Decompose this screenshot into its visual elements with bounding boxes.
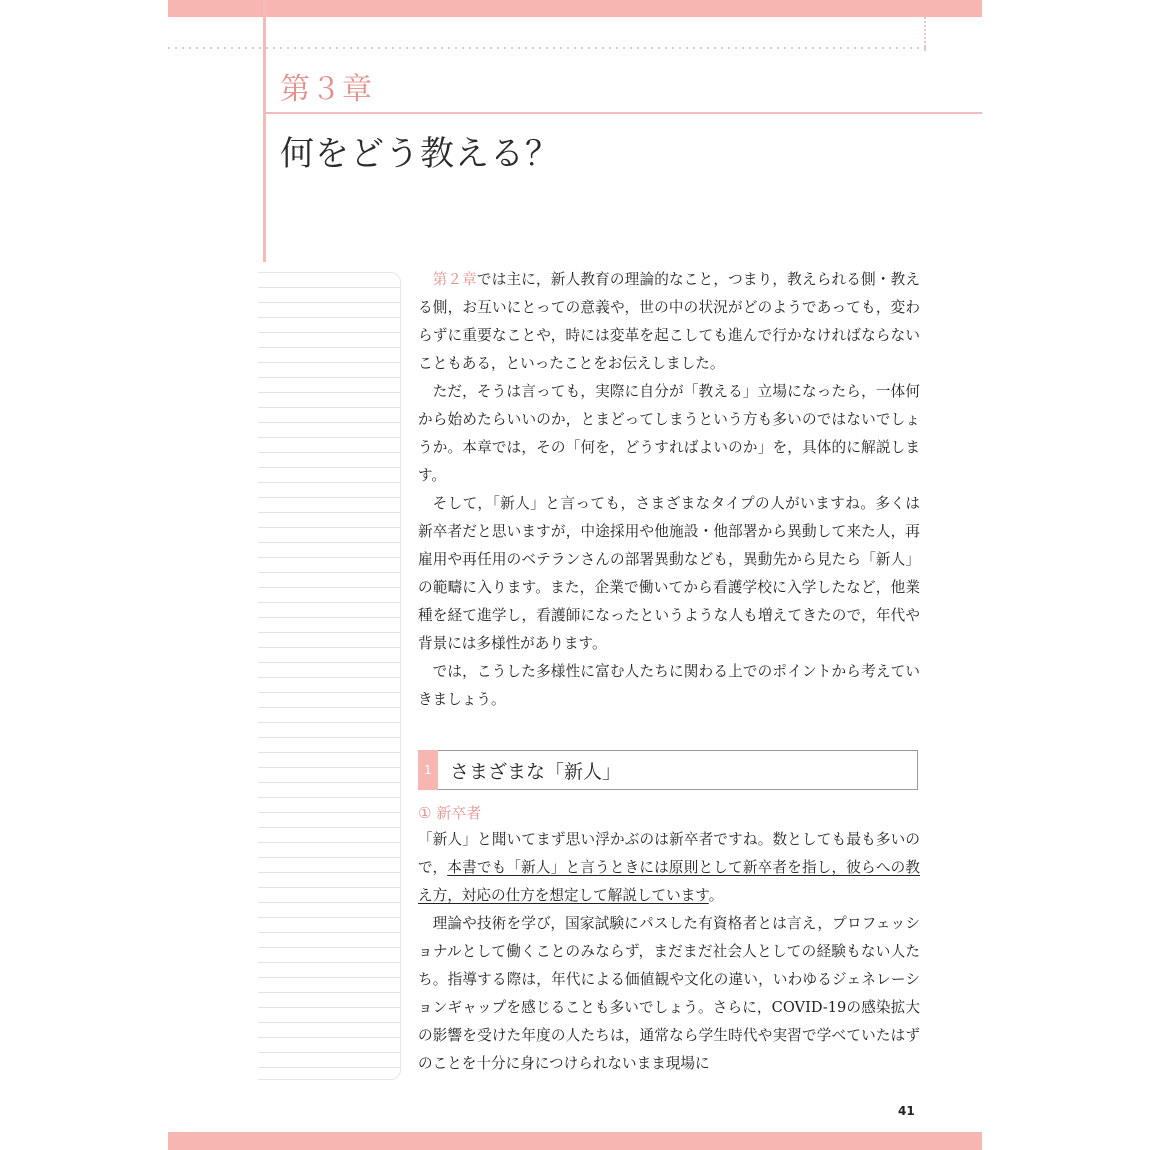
chapter-vertical-rule (263, 0, 266, 262)
dotted-rule (168, 44, 928, 52)
intro-text (418, 266, 920, 714)
underlined-text: 本書でも「新人」と言うときには原則として新卒者を指し，彼らへの教え方，対応の仕方を想定して解説しています (418, 859, 920, 904)
top-color-band (168, 0, 982, 17)
intro-paragraph-2: ただ，そうは言っても，実際に自分が「教える」立場になったら，一体何から始めたらいいのか，とまどってしまうという方も多いのではないでしょうか。本章では，その「何を，どうすればよいのか」を，具体的に解説します。 (418, 383, 920, 484)
intro-paragraph-3: そして，「新人」と言っても，さまざまなタイプの人がいますね。多くは新卒者だと思いますが，中途採用や他施設・他部署から異動して来た人，再雇用や再任用のベテランさんの部署異動なども，異動先から見たら「新人」の範疇に入ります。また，企業で働いてから看護学校に入学したなど，他業種を経て進学し，看護師になったというような人も増えてきたので，年代や背景には多様性があります。 (418, 495, 920, 652)
intro-paragraph-4: では，こうした多様性に富む人たちに関わる上でのポイントから考えていきましょう。 (418, 663, 920, 708)
page-number: 41 (898, 1104, 915, 1118)
section-heading-box (418, 750, 918, 790)
chapter-label: 第３章 (280, 72, 373, 107)
chapter-rule (263, 112, 982, 114)
memo-lined-area (258, 272, 401, 1080)
section-paragraph-1-start: 「新人」と聞いてまず思い浮かぶのは新卒者ですね。数としても最も多いので， (418, 831, 920, 876)
section-paragraph-1-end: 。 (708, 887, 724, 904)
section-paragraph-1 (418, 826, 920, 910)
section-paragraph-2: 理論や技術を学び，国家試験にパスした有資格者とは言え，プロフェッショナルとして働くことのみならず，まだまだ社会人としての経験もない人たち。指導する際は，年代による価値観や文化の違い，いわゆるジェネレーションギャップを感じることも多いでしょう。さらに，COVID-19の感染拡大の影響を受けた年度の人たちは，通常なら学生時代や実習で学べていたはずのことを十分に身につけられないまま現場に (418, 915, 920, 1072)
section-title: さまざまな「新人」 (450, 760, 622, 783)
section-text (418, 826, 920, 1078)
intro-paragraph-1 (418, 266, 920, 378)
dotted-vertical-rule (924, 17, 926, 51)
bottom-color-band (168, 1132, 982, 1150)
intro-paragraph-1-text: では主に，新人教育の理論的なこと，つまり，教えられる側・教える側，お互いにとっての意義や，世の中の状況がどのようであっても，変わらずに重要なことや，時には変革を起こしても進んで行かなければならないこともある，といったことをお伝えしました。 (418, 271, 920, 372)
sub-heading: ① 新卒者 (418, 804, 482, 822)
chapter-title: 何をどう教える？ (280, 134, 560, 174)
section-number: 1 (418, 750, 438, 790)
chapter-reference: 第２章 (432, 271, 477, 288)
